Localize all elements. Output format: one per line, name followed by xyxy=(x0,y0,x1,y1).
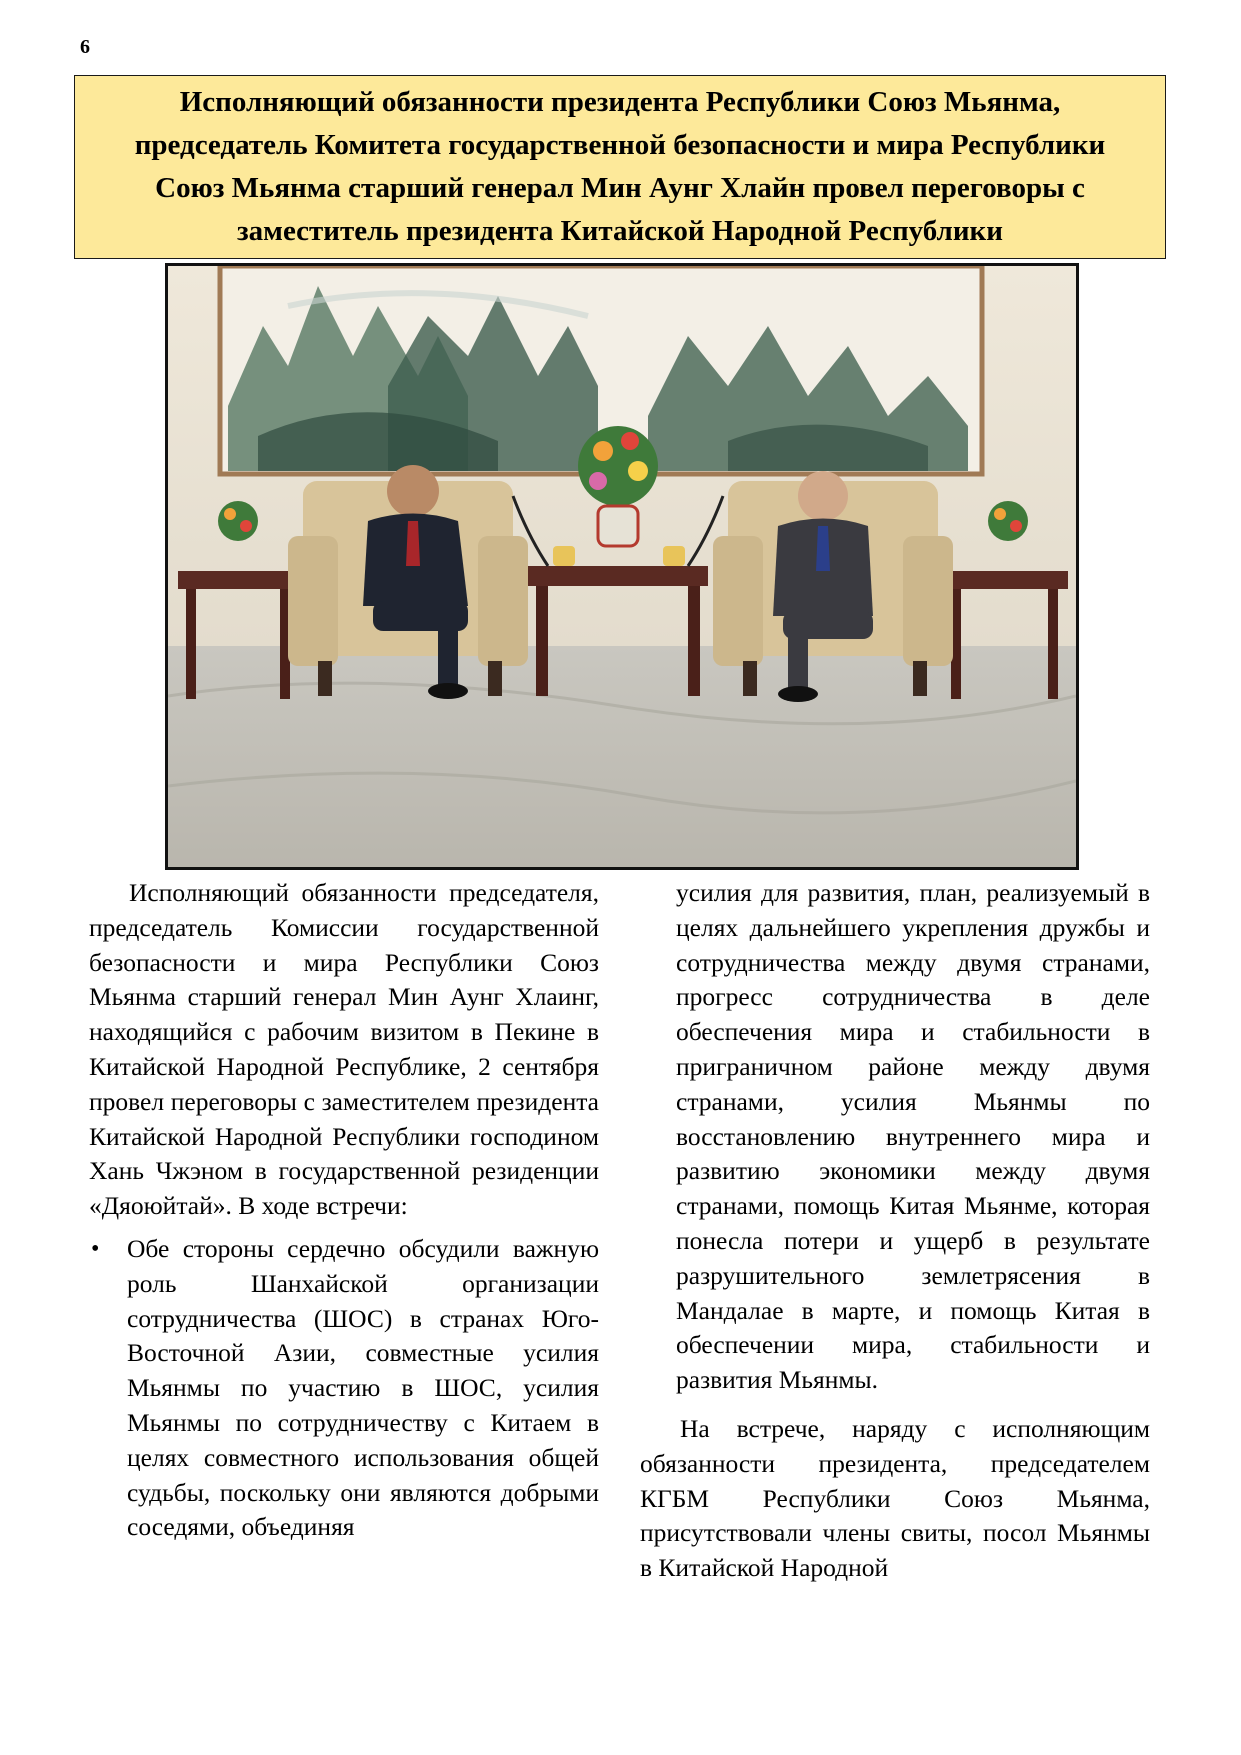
meeting-photo-icon xyxy=(168,266,1076,867)
meeting-photo xyxy=(165,263,1079,870)
bullet-list xyxy=(89,1232,599,1545)
article-closing: На встрече, наряду с исполняющим обязанности президента, председателем КГБМ Республики Союз Мьянма, присутствовали члены свиты, посол Мьянмы в Китайской Народной xyxy=(640,1413,1150,1583)
page-number: 6 xyxy=(80,36,90,58)
headline: Исполняющий обязанности президента Республики Союз Мьянма, председатель Комитета государственной безопасности и мира Республики Союз Мьянма старший генерал Мин Аунг Хлайн провел переговоры с заместитель президента Китайской Народной Республики xyxy=(134,86,1106,247)
article-column-left xyxy=(89,876,599,1716)
bullet-text-part2: усилия для развития, план, реализуемый в целях дальнейшего укрепления дружбы и сотрудничества между двумя странами, прогресс сотрудничества в деле обеспечения мира и стабильности в приграничном районе между двумя странами, усилия Мьянмы по восстановлению внутреннего мира и развитию экономики между двумя странами, помощь Китая Мьянме, которая понесла потери и ущерб в результате разрушительного землетрясения в Мандалае в марте, и помощь Китая в обеспечении мира, стабильности и развития Мьянмы. xyxy=(676,878,1150,1395)
list-item xyxy=(127,1232,599,1545)
article-intro: Исполняющий обязанности председателя, председатель Комиссии государственной безопасности и мира Республики Союз Мьянма старший генерал Мин Аунг Хлаинг, находящийся с рабочим визитом в Пекине в Китайской Народной Республике, 2 сентября провел переговоры с заместителем президента Китайской Народной Республики господином Хань Чжэном в государственной резиденции «Дяоюйтай». В ходе встречи: xyxy=(89,878,599,1221)
headline-box xyxy=(74,75,1166,259)
bullet-text-part1: Обе стороны сердечно обсудили важную роль Шанхайской организации сотрудничества (ШОС) в странах Юго-Восточной Азии, совместные усилия Мьянмы по участию в ШОС, усилия Мьянмы по сотрудничеству с Китаем в целях совместного использования общей судьбы, поскольку они являются добрыми соседями, объединяя xyxy=(127,1233,599,1542)
article-column-right xyxy=(640,876,1150,1716)
